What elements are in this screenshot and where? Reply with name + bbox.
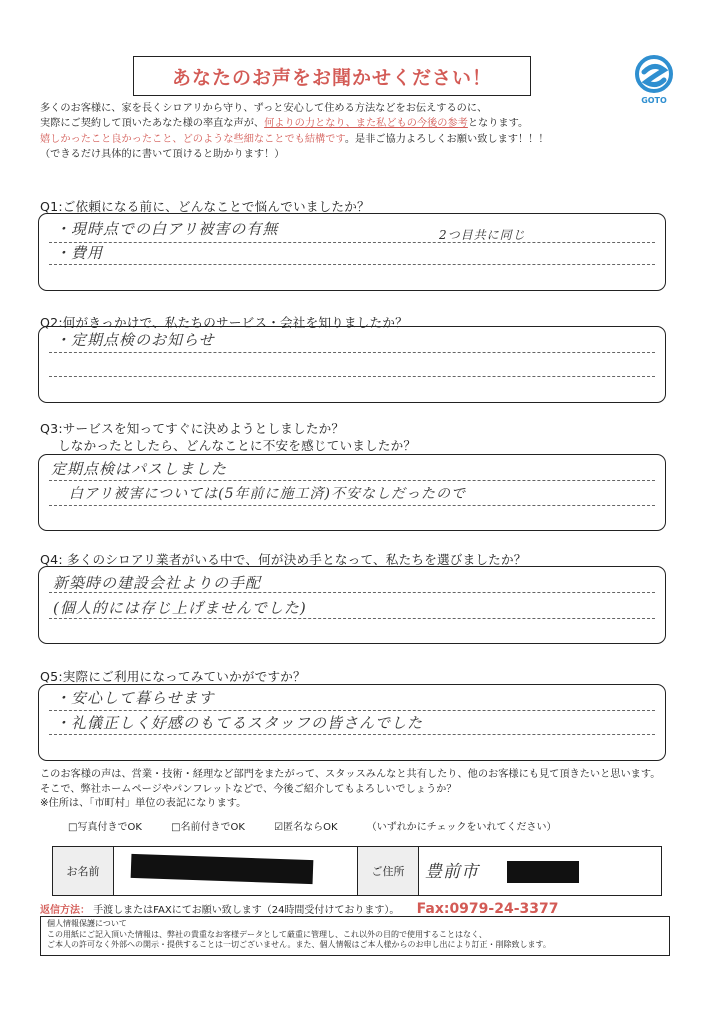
reply-text: 手渡しまたはFAXにてお願い致します（24時間受付けております）。 <box>93 905 400 916</box>
fax-number: Fax:0979-24-3377 <box>416 901 559 917</box>
address-value: 豊前市 <box>425 862 479 882</box>
q1-answer-2: ・費用 <box>55 244 104 262</box>
intro-line-2b: となります。 <box>467 118 529 130</box>
address-label: ご住所 <box>357 847 419 895</box>
name-redaction <box>131 854 314 884</box>
consent-photo-checkbox[interactable]: □写真付きでOK <box>68 822 142 833</box>
q5-answer-2: ・礼儀正しく好感のもてるスタッフの皆さんでした <box>55 714 424 732</box>
reply-method <box>40 901 558 917</box>
q3-answer-1: 定期点検はパスしました <box>51 460 228 478</box>
q2-answer-box <box>38 326 666 403</box>
reply-label: 返信方法： <box>40 905 90 916</box>
consent-options <box>68 818 582 833</box>
note-line-2: そこで、弊社ホームページやパンフレットなどで、今後ご紹介してもよろしいでしょうか？ <box>40 783 457 795</box>
q4-label: Q4: 多くのシロアリ業者がいる中で、何が決め手となって、私たちを選びましたか？ <box>40 552 527 567</box>
privacy-line-2: この用紙にご記入頂いた情報は、弊社の貴重なお客様データとして厳重に管理し、これ以外の目的で使用することはなく、 <box>47 929 487 939</box>
q4-answer-box <box>38 566 666 644</box>
q1-answer-box <box>38 213 666 291</box>
address-redaction <box>507 861 579 883</box>
intro-line-3 <box>40 132 650 147</box>
q5-answer-box <box>38 684 666 761</box>
consent-hint: （いずれかにチェックをいれてください） <box>366 822 557 833</box>
privacy-line-3: ご本人の許可なく外部への開示・提供することは一切ございません。また、個人情報はご本人様からのお申し出により訂正・削除致します。 <box>47 940 551 949</box>
q2-answer-1: ・定期点検のお知らせ <box>55 331 215 349</box>
q3-label-2: しなかったとしたら、どんなことに不安を感じていましたか？ <box>58 438 417 453</box>
intro-line-2-highlight: 何よりの力となり、また私どもの今後の参考 <box>264 118 468 130</box>
privacy-box <box>40 916 670 956</box>
q1-side-note: 2つ目共に同じ <box>439 228 526 242</box>
q4-answer-2: (個人的には存じ上げませんでした) <box>53 599 307 617</box>
q2-label: Q2:何がきっかけで、私たちのサービス・会社を知りましたか？ <box>40 315 408 330</box>
q1-answer-1: ・現時点での白アリ被害の有無 <box>55 220 279 238</box>
consent-name-checkbox[interactable]: □名前付きでOK <box>171 822 245 833</box>
q3-answer-2: 白アリ被害については(5年前に施工済)不安なしだったので <box>69 486 466 502</box>
intro-line-4: （できるだけ具体的に書いて頂けると助かります！） <box>40 149 285 161</box>
q3-label: Q3:サービスを知ってすぐに決めようとしましたか？ <box>40 421 345 436</box>
logo-text: GOTO <box>641 96 667 105</box>
privacy-line-1: 個人情報保護について <box>47 919 127 928</box>
intro-line-3-highlight: 嬉しかったこと良かったこと、どのような些細なことでも結構です <box>40 133 345 145</box>
intro-line-2a: 実際にご契約して頂いたあなた様の率直な声が、 <box>40 118 265 130</box>
name-label: お名前 <box>53 847 114 895</box>
intro-text <box>40 101 650 163</box>
consent-anonymous-checkbox[interactable]: ☑匿名ならOK <box>274 822 338 833</box>
q1-label: Q1:ご依頼になる前に、どんなことで悩んでいましたか？ <box>40 199 370 214</box>
note-line-1: このお客様の声は、営業・技術・経理など部門をまたがって、スタッスみんなと共有したり、他のお客様にも見て頂きたいと思います。 <box>40 769 661 780</box>
intro-line-1: 多くのお客様に、家を長くシロアリから守り、ずっと安心して住める方法などをお伝えするのに、 <box>40 103 488 114</box>
page-title: あなたのお声をお聞かせください！ <box>171 66 492 89</box>
q4-answer-1: 新築時の建設会社よりの手配 <box>53 574 262 592</box>
page-title-box <box>133 56 531 96</box>
intro-line-2 <box>40 116 650 131</box>
note-line-3: ※住所は、「市町村」単位の表記になります。 <box>40 798 247 810</box>
q3-answer-box <box>38 454 666 531</box>
intro-line-3b: 。是非ご協力よろしくお願い致します！！！ <box>344 133 549 145</box>
q5-answer-1: ・安心して暮らせます <box>55 689 215 707</box>
q5-label: Q5:実際にご利用になってみていかがですか？ <box>40 669 306 684</box>
publication-note <box>40 768 680 812</box>
customer-info-table <box>52 846 662 896</box>
